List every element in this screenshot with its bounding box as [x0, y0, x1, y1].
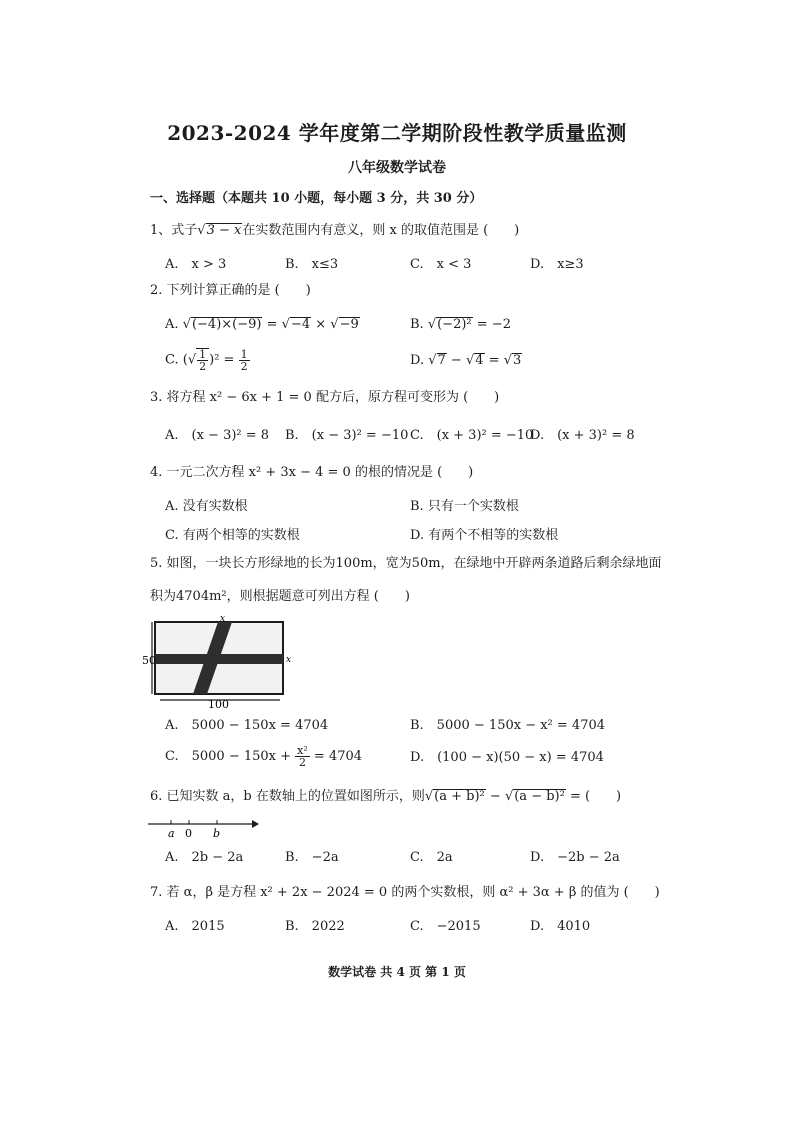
q7-option-a: A. 2015	[165, 919, 225, 934]
exam-title: 2023-2024 学年度第二学期阶段性教学质量监测	[167, 121, 627, 145]
q1-option-c: C. x < 3	[410, 257, 472, 272]
q6-option-c: C. 2a	[410, 850, 453, 865]
q3-option-d: D. (x + 3)² = 8	[530, 428, 635, 443]
exam-subtitle: 八年级数学试卷	[348, 160, 446, 176]
q2-option-c: C. (√ $\frac{1}{2}$ )² = $\frac{1}{2}$	[165, 347, 248, 373]
q5-option-a: A. 5000 − 150x = 4704	[165, 718, 329, 733]
q5-option-d: D. (100 − x)(50 − x) = 4704	[410, 750, 604, 765]
q2-option-b: B. √(−2)² = −2	[410, 317, 511, 332]
q6-label-b: b	[213, 827, 221, 840]
q6-label-0: 0	[185, 827, 192, 840]
q4-option-c: C. 有两个相等的实数根	[165, 528, 300, 543]
question-2-stem: 2. 下列计算正确的是 ( )	[150, 283, 311, 298]
q5-road-side-label: x	[286, 655, 292, 665]
question-4-stem: 4. 一元二次方程 x² + 3x − 4 = 0 的根的情况是 ( )	[150, 465, 474, 480]
q7-option-d: D. 4010	[530, 919, 591, 934]
q5-figure	[140, 612, 300, 712]
section-heading: 一、选择题（本题共 10 小题，每小题 3 分，共 30 分）	[150, 191, 483, 206]
q6-axis-arrow	[252, 820, 259, 828]
q1-radicand: 3 − x	[206, 223, 242, 238]
q6-option-d: D. −2b − 2a	[530, 850, 620, 865]
question-7-stem: 7. 若 α，β 是方程 x² + 2x − 2024 = 0 的两个实数根，则 α² + 3α + β 的值为 ( )	[150, 885, 660, 900]
page-footer: 数学试卷 共 4 页 第 1 页	[328, 965, 466, 979]
q7-option-c: C. −2015	[410, 919, 481, 934]
q7-option-b: B. 2022	[285, 919, 345, 934]
q2-option-a: A. √(−4)×(−9) = √−4 × √−9	[165, 317, 359, 332]
question-6-stem: 6. 已知实数 a，b 在数轴上的位置如图所示，则√(a + b)² − √(a − b)² = ( )	[150, 789, 622, 804]
q1-stem-after: 在实数范围内有意义，则 x 的取值范围是 ( )	[242, 223, 520, 238]
q3-option-c: C. (x + 3)² = −10	[410, 428, 534, 443]
question-5-stem-line1: 5. 如图，一块长方形绿地的长为100m，宽为50m，在绿地中开辟两条道路后剩余绿地面	[150, 556, 662, 571]
q1-option-b: B. x≤3	[285, 257, 339, 272]
q5-option-b: B. 5000 − 150x − x² = 4704	[410, 718, 606, 733]
q1-option-a: A. x > 3	[165, 257, 227, 272]
q2-option-d: D. √7 − √4 = √3	[410, 353, 522, 368]
q6-number-line	[148, 815, 260, 841]
q5-road-top-label: x	[220, 614, 226, 624]
q4-option-d: D. 有两个不相等的实数根	[410, 528, 559, 543]
question-1-stem: 1、式子√3 − x在实数范围内有意义，则 x 的取值范围是 ( )	[150, 223, 520, 238]
q1-option-d: D. x≥3	[530, 257, 584, 272]
question-3-stem: 3. 将方程 x² − 6x + 1 = 0 配方后，原方程可变形为 ( )	[150, 390, 500, 405]
q3-option-a: A. (x − 3)² = 8	[165, 428, 270, 443]
q6-option-a: A. 2b − 2a	[165, 850, 244, 865]
q5-length-label: 100	[208, 698, 229, 711]
q4-option-b: B. 只有一个实数根	[410, 499, 519, 514]
q6-option-b: B. −2a	[285, 850, 339, 865]
q1-number: 1、	[150, 223, 172, 238]
q5-option-c: C. 5000 − 150x + $\frac{\text{x²}}{2}$ = 4704	[165, 744, 363, 769]
question-5-stem-line2: 积为4704m²，则根据题意可列出方程 ( )	[150, 589, 410, 604]
q6-label-a: a	[168, 827, 175, 840]
q5-width-label: 50	[142, 654, 156, 667]
q4-option-a: A. 没有实数根	[165, 499, 248, 514]
q3-option-b: B. (x − 3)² = −10	[285, 428, 409, 443]
q1-stem-before: 式子	[171, 223, 198, 238]
